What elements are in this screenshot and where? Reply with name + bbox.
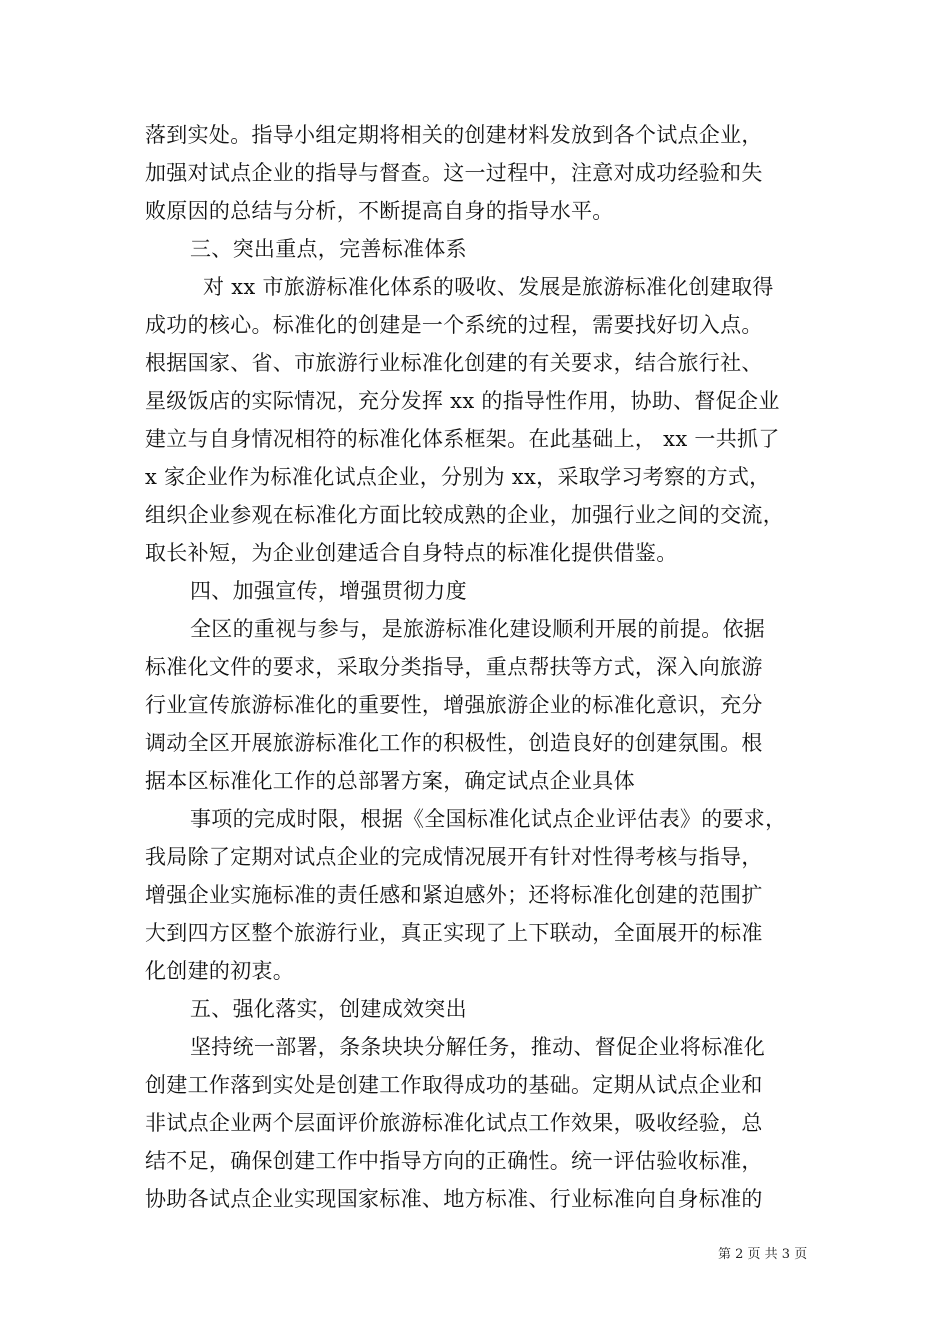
body-line: 全区的重视与参与，是旅游标准化建设顺利开展的前提。依据 xyxy=(190,617,766,641)
body-line: 化创建的初衷。 xyxy=(145,959,295,983)
body-line: 调动全区开展旅游标准化工作的积极性，创造良好的创建氛围。根 xyxy=(145,731,763,755)
body-line: 结不足，确保创建工作中指导方向的正确性。统一评估验收标准， xyxy=(145,1149,763,1173)
body-line: 据本区标准化工作的总部署方案，确定试点企业具体 xyxy=(145,769,635,793)
body-line: 根据国家、省、市旅游行业标准化创建的有关要求，结合旅行社、 xyxy=(145,351,763,375)
body-line: 建立与自身情况相符的标准化体系框架。在此基础上， xx 一共抓了 xyxy=(145,427,780,451)
body-line: 增强企业实施标准的责任感和紧迫感外；还将标准化创建的范围扩 xyxy=(145,883,763,907)
body-line: 创建工作落到实处是创建工作取得成功的基础。定期从试点企业和 xyxy=(145,1073,763,1097)
body-line: 我局除了定期对试点企业的完成情况展开有针对性得考核与指导， xyxy=(145,845,763,869)
body-line: 落到实处。指导小组定期将相关的创建材料发放到各个试点企业， xyxy=(145,123,763,147)
section-heading: 三、突出重点，完善标准体系 xyxy=(190,237,467,261)
body-line: 加强对试点企业的指导与督查。这一过程中，注意对成功经验和失 xyxy=(145,161,763,185)
section-heading: 五、强化落实，创建成效突出 xyxy=(190,997,467,1021)
body-line: x 家企业作为标准化试点企业，分别为 xx，采取学习考察的方式， xyxy=(145,465,771,489)
body-line: 星级饭店的实际情况，充分发挥 xx 的指导性作用，协助、督促企业 xyxy=(145,389,780,413)
body-line: 事项的完成时限，根据《全国标准化试点企业评估表》的要求， xyxy=(190,807,787,831)
section-heading: 四、加强宣传，增强贯彻力度 xyxy=(190,579,467,603)
body-line: 坚持统一部署，条条块块分解任务，推动、督促企业将标准化 xyxy=(190,1035,766,1059)
body-line: 非试点企业两个层面评价旅游标准化试点工作效果，吸收经验，总 xyxy=(145,1111,763,1135)
page-number-footer: 第 2 页 共 3 页 xyxy=(718,1247,808,1262)
body-line: 对 xx 市旅游标准化体系的吸收、发展是旅游标准化创建取得 xyxy=(203,275,774,299)
body-line: 成功的核心。标准化的创建是一个系统的过程，需要找好切入点。 xyxy=(145,313,763,337)
body-line: 大到四方区整个旅游行业，真正实现了上下联动，全面展开的标准 xyxy=(145,921,763,945)
body-line: 取长补短，为企业创建适合自身特点的标准化提供借鉴。 xyxy=(145,541,678,565)
body-line: 行业宣传旅游标准化的重要性，增强旅游企业的标准化意识，充分 xyxy=(145,693,763,717)
body-line: 协助各试点企业实现国家标准、地方标准、行业标准向自身标准的 xyxy=(145,1187,763,1211)
body-line: 败原因的总结与分析，不断提高自身的指导水平。 xyxy=(145,199,614,223)
body-line: 组织企业参观在标准化方面比较成熟的企业，加强行业之间的交流， xyxy=(145,503,784,527)
body-line: 标准化文件的要求，采取分类指导，重点帮扶等方式，深入向旅游 xyxy=(145,655,763,679)
